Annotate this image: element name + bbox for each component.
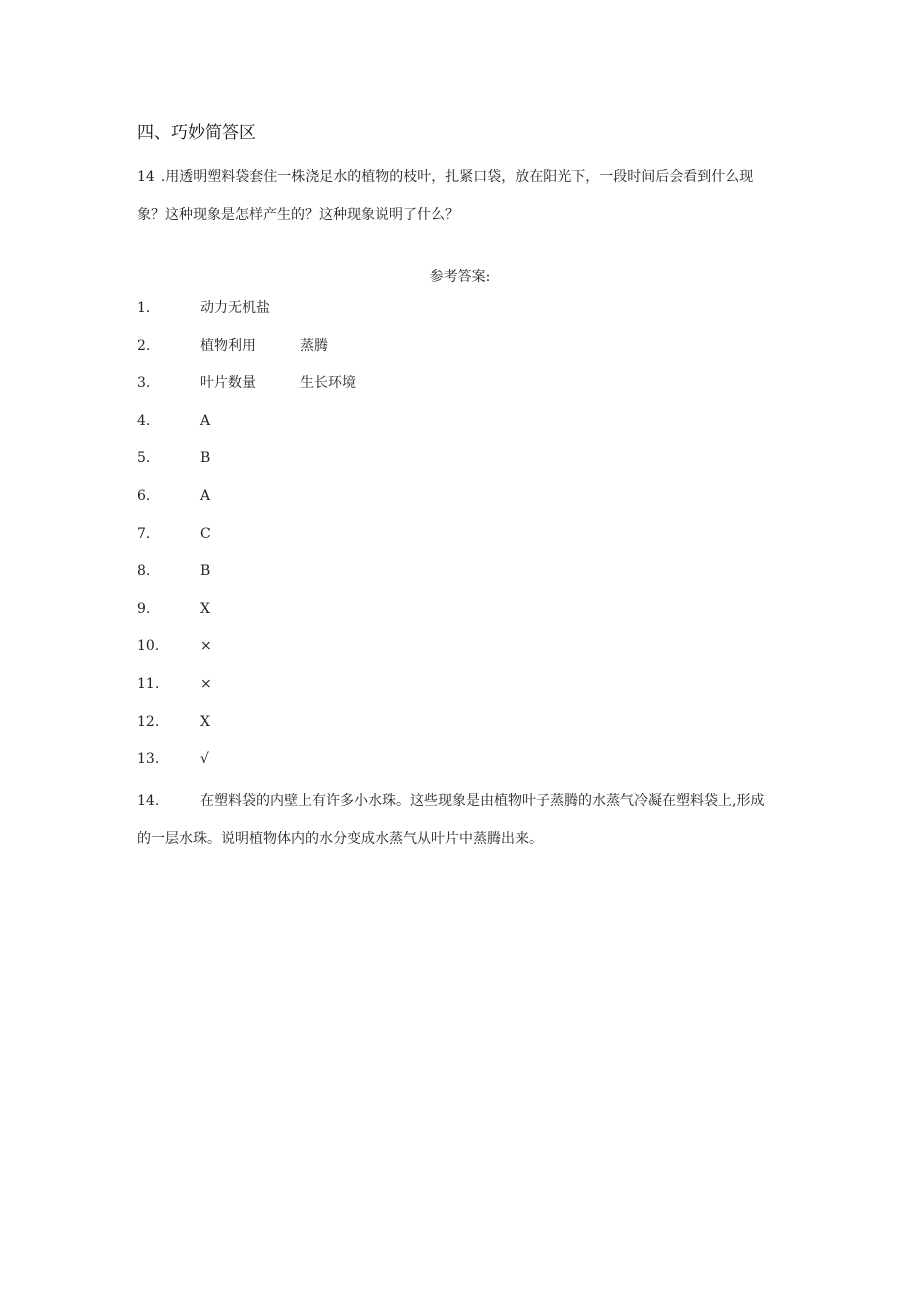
answer-value: A	[200, 412, 211, 429]
answer-value: B	[200, 450, 211, 467]
answer-value: X	[200, 713, 210, 730]
answer-number: 10.	[137, 638, 160, 655]
answer-row-3	[137, 369, 777, 407]
answer-number: 7.	[137, 525, 151, 542]
answer-number: 11.	[137, 675, 160, 692]
answer-value: X	[200, 600, 210, 617]
section-title: 四、巧妙简答区	[137, 123, 256, 143]
answer-number: 1.	[137, 300, 151, 316]
answer-number: 12.	[137, 713, 160, 730]
answer-number: 9.	[137, 600, 151, 617]
answer-row-5	[137, 444, 777, 482]
answer-row-4	[137, 407, 777, 445]
answer-number: 14.	[137, 793, 160, 809]
answer-row-8	[137, 557, 777, 595]
answer-row-6	[137, 482, 777, 520]
answer-value: C	[200, 525, 211, 542]
answer-number: 6.	[137, 487, 151, 504]
question-14	[137, 158, 777, 234]
answer-14-text: 在塑料袋的内壁上有许多小水珠。这些现象是由植物叶子蒸腾的水蒸气冷凝在塑料袋上,形成的一层水珠。说明植物体内的水分变成水蒸气从叶片中蒸腾出来。	[137, 793, 765, 847]
answer-number: 3.	[137, 375, 151, 392]
answer-number: 4.	[137, 412, 151, 429]
answer-row-7	[137, 520, 777, 558]
question-number: 14	[137, 169, 155, 185]
answer-value: A	[200, 487, 211, 504]
answer-value: √	[200, 751, 209, 768]
answer-row-14	[137, 782, 777, 858]
answer-list	[137, 294, 777, 783]
answer-value: ×	[200, 675, 212, 692]
answer-value: 植物利用	[200, 337, 256, 354]
answer-number: 2.	[137, 337, 151, 354]
answer-value: B	[200, 563, 211, 580]
answer-row-11	[137, 670, 777, 708]
answer-value-second: 生长环境	[300, 375, 356, 392]
answer-row-12	[137, 708, 777, 746]
answer-number: 5.	[137, 450, 151, 467]
answer-value-second: 蒸腾	[300, 337, 328, 354]
answer-row-9	[137, 595, 777, 633]
answer-value: 动力无机盐	[200, 300, 270, 316]
answer-number: 13.	[137, 751, 160, 768]
answer-row-1	[137, 294, 777, 332]
answer-row-2	[137, 332, 777, 370]
answer-value: 叶片数量	[200, 375, 256, 392]
answer-row-13	[137, 745, 777, 783]
answer-number: 8.	[137, 563, 151, 580]
answer-row-10	[137, 632, 777, 670]
question-text: .用透明塑料袋套住一株浇足水的植物的枝叶，扎紧口袋，放在阳光下，一段时间后会看到什么现象？这种现象是怎样产生的？这种现象说明了什么？	[137, 169, 754, 223]
answer-value: ×	[200, 638, 212, 655]
answers-title: 参考答案:	[429, 269, 491, 285]
